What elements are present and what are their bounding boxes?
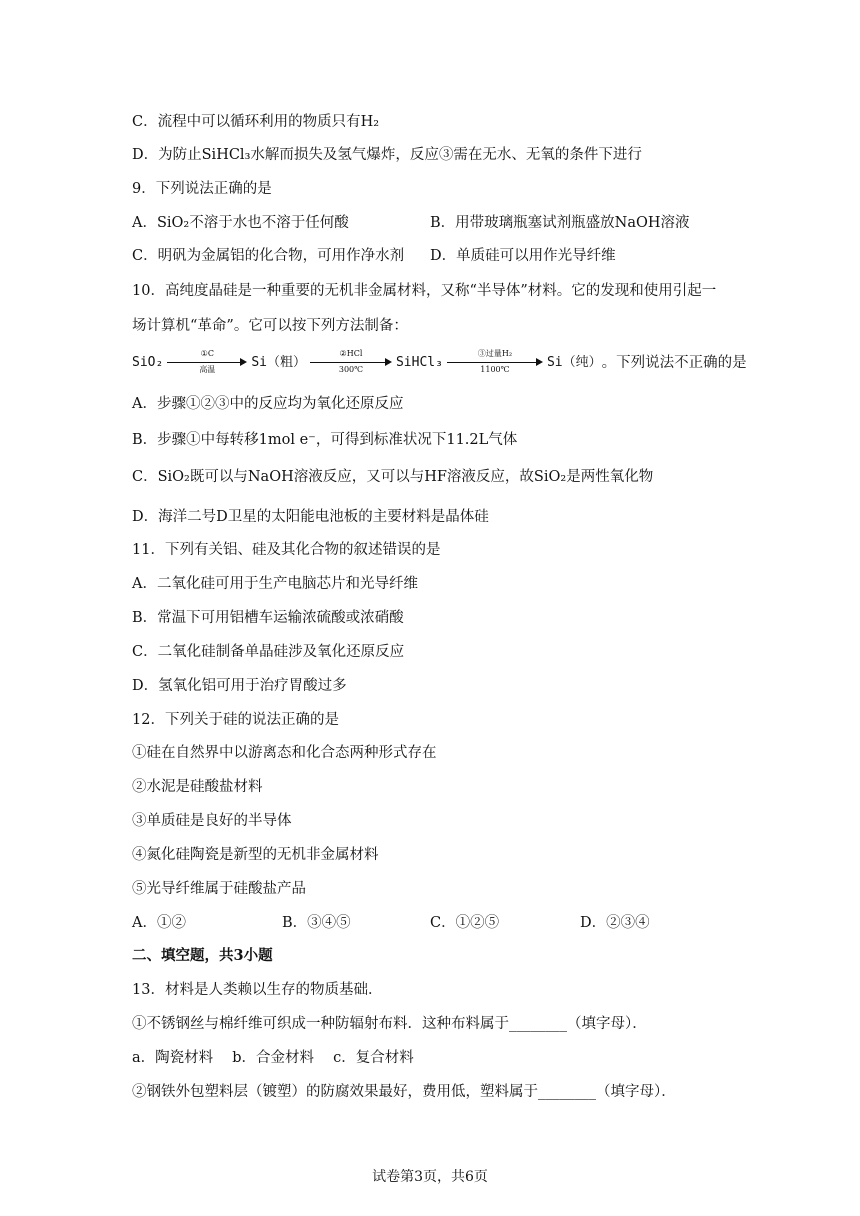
scheme-sio2: SiO₂: [132, 355, 164, 370]
q12-option-a: A．①②: [132, 915, 186, 931]
q12-option-b: B．③④⑤: [282, 915, 351, 931]
q11-option-a: A．二氧化硅可用于生产电脑芯片和光导纤维: [132, 576, 418, 592]
q9-option-d: D．单质硅可以用作光导纤维: [430, 248, 616, 264]
q9-option-c: C．明矾为金属铝的化合物，可用作净水剂: [132, 248, 405, 264]
q9-option-b: B．用带玻璃瓶塞试剂瓶盛放NaOH溶液: [430, 215, 690, 231]
scheme-si-crude: Si（粗）: [251, 355, 306, 370]
reaction-scheme: [132, 349, 747, 377]
q10-stem-line1: 10．高纯度晶硅是一种重要的无机非金属材料，又称“半导体”材料。它的发现和使用引起一: [132, 283, 717, 299]
q10-option-c: C．SiO₂既可以与NaOH溶液反应，又可以与HF溶液反应，故SiO₂是两性氧化物: [132, 469, 654, 485]
q12-statement-4: ④氮化硅陶瓷是新型的无机非金属材料: [132, 847, 379, 863]
q10-option-d: D．海洋二号D卫星的太阳能电池板的主要材料是晶体硅: [132, 509, 489, 525]
q8-option-c: C．流程中可以循环利用的物质只有H₂: [132, 114, 380, 130]
scheme-arrow-1: [167, 350, 247, 376]
q8-option-d: D．为防止SiHCl₃水解而损失及氢气爆炸，反应③需在无水、无氧的条件下进行: [132, 147, 642, 163]
q12-statement-5: ⑤光导纤维属于硅酸盐产品: [132, 881, 306, 897]
scheme-arrow-2: [310, 350, 392, 376]
q12-statement-2: ②水泥是硅酸盐材料: [132, 779, 263, 795]
scheme-arrow-3-top: ③过量H₂: [477, 349, 513, 358]
q11-stem: 11．下列有关铝、硅及其化合物的叙述错误的是: [132, 542, 441, 558]
q13-options: a．陶瓷材料 b．合金材料 c．复合材料: [132, 1050, 414, 1066]
q10-option-a: A．步骤①②③中的反应均为氧化还原反应: [132, 396, 404, 412]
scheme-arrow-1-top: ①C: [200, 349, 214, 358]
scheme-sihcl3: SiHCl₃: [395, 355, 443, 370]
q12-statement-3: ③单质硅是良好的半导体: [132, 813, 292, 829]
scheme-si-pure: Si（纯）: [546, 355, 602, 370]
scheme-arrow-3-bottom: 1100℃: [480, 365, 510, 374]
q13-stem: 13．材料是人类赖以生存的物质基础．: [132, 982, 383, 998]
q12-stem: 12．下列关于硅的说法正确的是: [132, 712, 339, 728]
scheme-arrow-3: [447, 350, 543, 376]
q11-option-c: C．二氧化硅制备单晶硅涉及氧化还原反应: [132, 644, 405, 660]
q10-option-b: B．步骤①中每转移1mol e⁻，可得到标准状况下11.2L气体: [132, 432, 518, 448]
section-heading: 二、填空题，共3小题: [132, 947, 273, 964]
q9-stem: 9．下列说法正确的是: [132, 181, 272, 197]
q11-option-d: D．氢氧化铝可用于治疗胃酸过多: [132, 678, 347, 694]
page-footer: 试卷第3页，共6页: [372, 1169, 488, 1185]
q13-part-1: ①不锈钢丝与棉纤维可织成一种防辐射布料．这种布料属于________（填字母）．: [132, 1016, 647, 1032]
q13-part-2: ②钢铁外包塑料层（镀塑）的防腐效果最好，费用低，塑料属于________（填字母）．: [132, 1084, 676, 1100]
scheme-arrow-1-bottom: 高温: [199, 365, 216, 374]
scheme-tail: 。下列说法不正确的是: [601, 355, 747, 371]
scheme-arrow-2-top: ②HCl: [339, 349, 363, 358]
scheme-arrow-2-bottom: 300℃: [338, 365, 364, 374]
q12-statement-1: ①硅在自然界中以游离态和化合态两种形式存在: [132, 745, 437, 761]
q11-option-b: B．常温下可用铝槽车运输浓硫酸或浓硝酸: [132, 610, 404, 626]
q10-stem-line2: 场计算机“革命”。它可以按下列方法制备：: [132, 318, 408, 334]
q9-option-a: A．SiO₂不溶于水也不溶于任何酸: [132, 215, 349, 231]
q12-option-c: C．①②⑤: [430, 915, 500, 931]
q12-option-d: D．②③④: [580, 915, 650, 931]
